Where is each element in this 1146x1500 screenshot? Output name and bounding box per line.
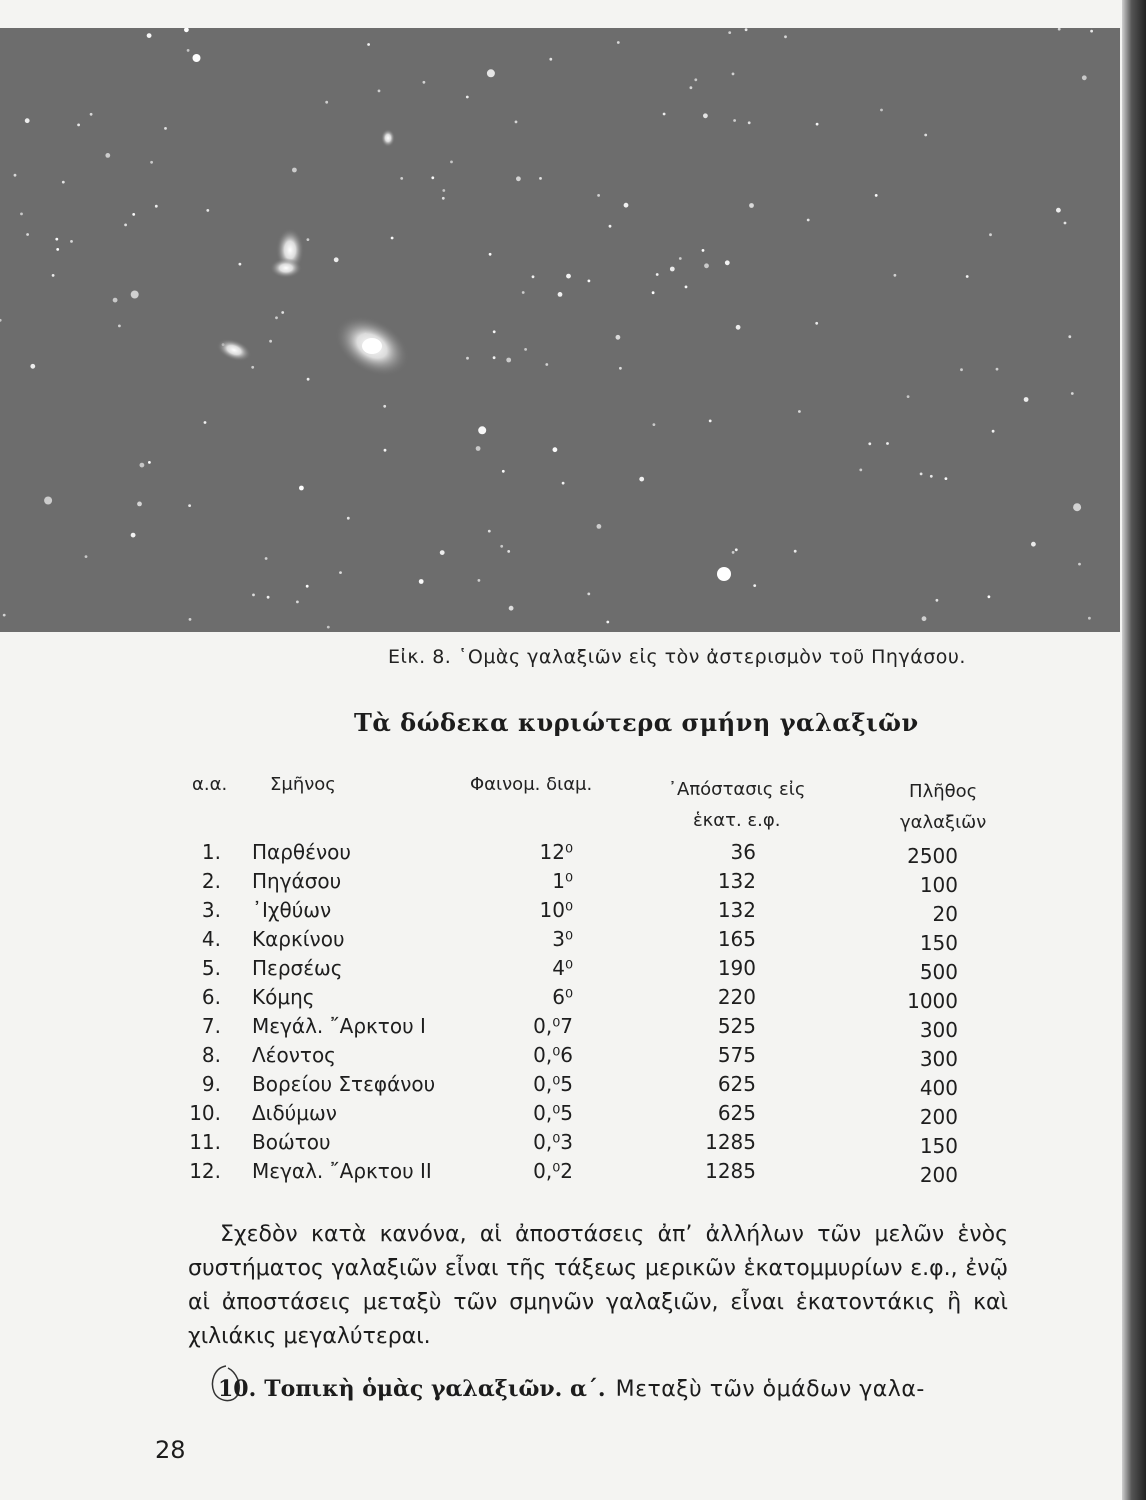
cluster-name: Πηγάσου xyxy=(252,869,342,893)
galaxy-count: 300 xyxy=(919,1018,958,1042)
apparent-diameter: 6⁰ xyxy=(552,985,573,1009)
galaxy-count: 2500 xyxy=(907,844,958,868)
table-row xyxy=(0,927,1146,956)
figure-caption: Εἰκ. 8. ῾Ομὰς γαλαξιῶν εἰς τὸν ἀστερισμὸν τοῦ Πηγάσου. xyxy=(388,646,966,668)
table-row xyxy=(0,898,1146,927)
apparent-diameter: 10⁰ xyxy=(539,898,573,922)
cluster-name: Λέοντος xyxy=(252,1043,336,1067)
star-field-image xyxy=(0,28,1120,632)
header-distance-line1: ᾿Απόστασις εἰς xyxy=(668,779,806,800)
header-count-line1: Πλῆθος xyxy=(909,781,978,802)
header-apparent-diameter: Φαινομ. διαμ. xyxy=(470,774,593,795)
apparent-diameter: 0,⁰5 xyxy=(533,1101,573,1125)
distance-value: 132 xyxy=(717,869,756,893)
page-number: 28 xyxy=(155,1436,186,1464)
table-row xyxy=(0,985,1146,1014)
cluster-name: Μεγαλ. ῎Αρκτου ΙΙ xyxy=(252,1159,432,1183)
apparent-diameter: 0,⁰5 xyxy=(533,1072,573,1096)
galaxy-count: 500 xyxy=(919,960,958,984)
table-row xyxy=(0,840,1146,869)
body-paragraph xyxy=(188,1218,1008,1354)
cluster-name: Διδύμων xyxy=(252,1101,337,1125)
row-number: 3. xyxy=(201,898,221,922)
row-number: 12. xyxy=(189,1159,221,1183)
apparent-diameter: 3⁰ xyxy=(552,927,573,951)
distance-value: 165 xyxy=(717,927,756,951)
header-distance xyxy=(668,774,805,836)
galaxy-count: 300 xyxy=(919,1047,958,1071)
galaxy-group-photo xyxy=(0,28,1120,632)
cluster-name: Κόμης xyxy=(252,985,315,1009)
row-number: 4. xyxy=(201,927,221,951)
distance-value: 132 xyxy=(717,898,756,922)
table-row xyxy=(0,956,1146,985)
table-title: Τὰ δώδεκα κυριώτερα σμήνη γαλαξιῶν xyxy=(354,708,919,737)
galaxy-count: 100 xyxy=(919,873,958,897)
distance-value: 1285 xyxy=(705,1130,756,1154)
row-number: 6. xyxy=(201,985,221,1009)
galaxy-count: 400 xyxy=(919,1076,958,1100)
cluster-name: ᾿Ιχθύων xyxy=(252,898,332,922)
distance-value: 525 xyxy=(717,1014,756,1038)
table-row xyxy=(0,1101,1146,1130)
apparent-diameter: 0,⁰6 xyxy=(533,1043,573,1067)
row-number: 9. xyxy=(201,1072,221,1096)
header-count-line2: γαλαξιῶν xyxy=(900,812,987,833)
cluster-name: Βοώτου xyxy=(252,1130,331,1154)
galaxy-count: 20 xyxy=(932,902,958,926)
cluster-name: Παρθένου xyxy=(252,840,351,864)
row-number: 5. xyxy=(201,956,221,980)
row-number: 1. xyxy=(201,840,221,864)
apparent-diameter: 1⁰ xyxy=(552,869,573,893)
header-index: α.α. xyxy=(192,774,228,795)
header-galaxy-count xyxy=(900,776,986,838)
distance-value: 36 xyxy=(730,840,756,864)
galaxy-count: 200 xyxy=(919,1105,958,1129)
paragraph-text: Σχεδὸν κατὰ κανόνα, αἱ ἀποστάσεις ἀπ’ ἀλλήλων τῶν μελῶν ἑνὸς συστήματος γαλαξιῶν εἶναι τῆς τάξεως μερικῶν ἑκατομμυρίων ε.φ., ἐνῷ αἱ ἀποστάσεις μεταξὺ τῶν σμηνῶν γαλαξιῶν, εἶναι ἑκατοντάκις ἢ καὶ χιλιάκις μεγαλύτεραι. xyxy=(188,1222,1008,1349)
table-row xyxy=(0,1130,1146,1159)
galaxy-count: 1000 xyxy=(907,989,958,1013)
apparent-diameter: 0,⁰7 xyxy=(533,1014,573,1038)
section-heading xyxy=(218,1376,925,1402)
cluster-name: Βορείου Στεφάνου xyxy=(252,1072,436,1096)
galaxy-count: 150 xyxy=(919,931,958,955)
distance-value: 575 xyxy=(717,1043,756,1067)
distance-value: 625 xyxy=(717,1072,756,1096)
distance-value: 190 xyxy=(717,956,756,980)
distance-value: 625 xyxy=(717,1101,756,1125)
table-row xyxy=(0,1072,1146,1101)
row-number: 8. xyxy=(201,1043,221,1067)
header-cluster-name: Σμῆνος xyxy=(270,774,336,795)
cluster-name: Περσέως xyxy=(252,956,343,980)
section-text: Μεταξὺ τῶν ὁμάδων γαλα- xyxy=(615,1377,925,1402)
table-row xyxy=(0,1043,1146,1072)
row-number: 11. xyxy=(189,1130,221,1154)
apparent-diameter: 12⁰ xyxy=(539,840,573,864)
galaxy-count: 150 xyxy=(919,1134,958,1158)
row-number: 2. xyxy=(201,869,221,893)
apparent-diameter: 4⁰ xyxy=(552,956,573,980)
table-row xyxy=(0,1014,1146,1043)
section-number: 10. xyxy=(218,1376,257,1402)
distance-value: 1285 xyxy=(705,1159,756,1183)
distance-value: 220 xyxy=(717,985,756,1009)
cluster-name: Καρκίνου xyxy=(252,927,345,951)
table-row xyxy=(0,1159,1146,1188)
galaxy-count: 200 xyxy=(919,1163,958,1187)
cluster-name: Μεγάλ. ῎Αρκτου Ι xyxy=(252,1014,426,1038)
header-distance-line2: ἑκατ. ε.φ. xyxy=(692,810,781,831)
table-row xyxy=(0,869,1146,898)
row-number: 10. xyxy=(189,1101,221,1125)
apparent-diameter: 0,⁰3 xyxy=(533,1130,573,1154)
page-edge-shadow xyxy=(1122,0,1146,1500)
row-number: 7. xyxy=(201,1014,221,1038)
apparent-diameter: 0,⁰2 xyxy=(533,1159,573,1183)
section-title: Τοπικὴ ὁμὰς γαλαξιῶν. α΄. xyxy=(264,1376,606,1402)
